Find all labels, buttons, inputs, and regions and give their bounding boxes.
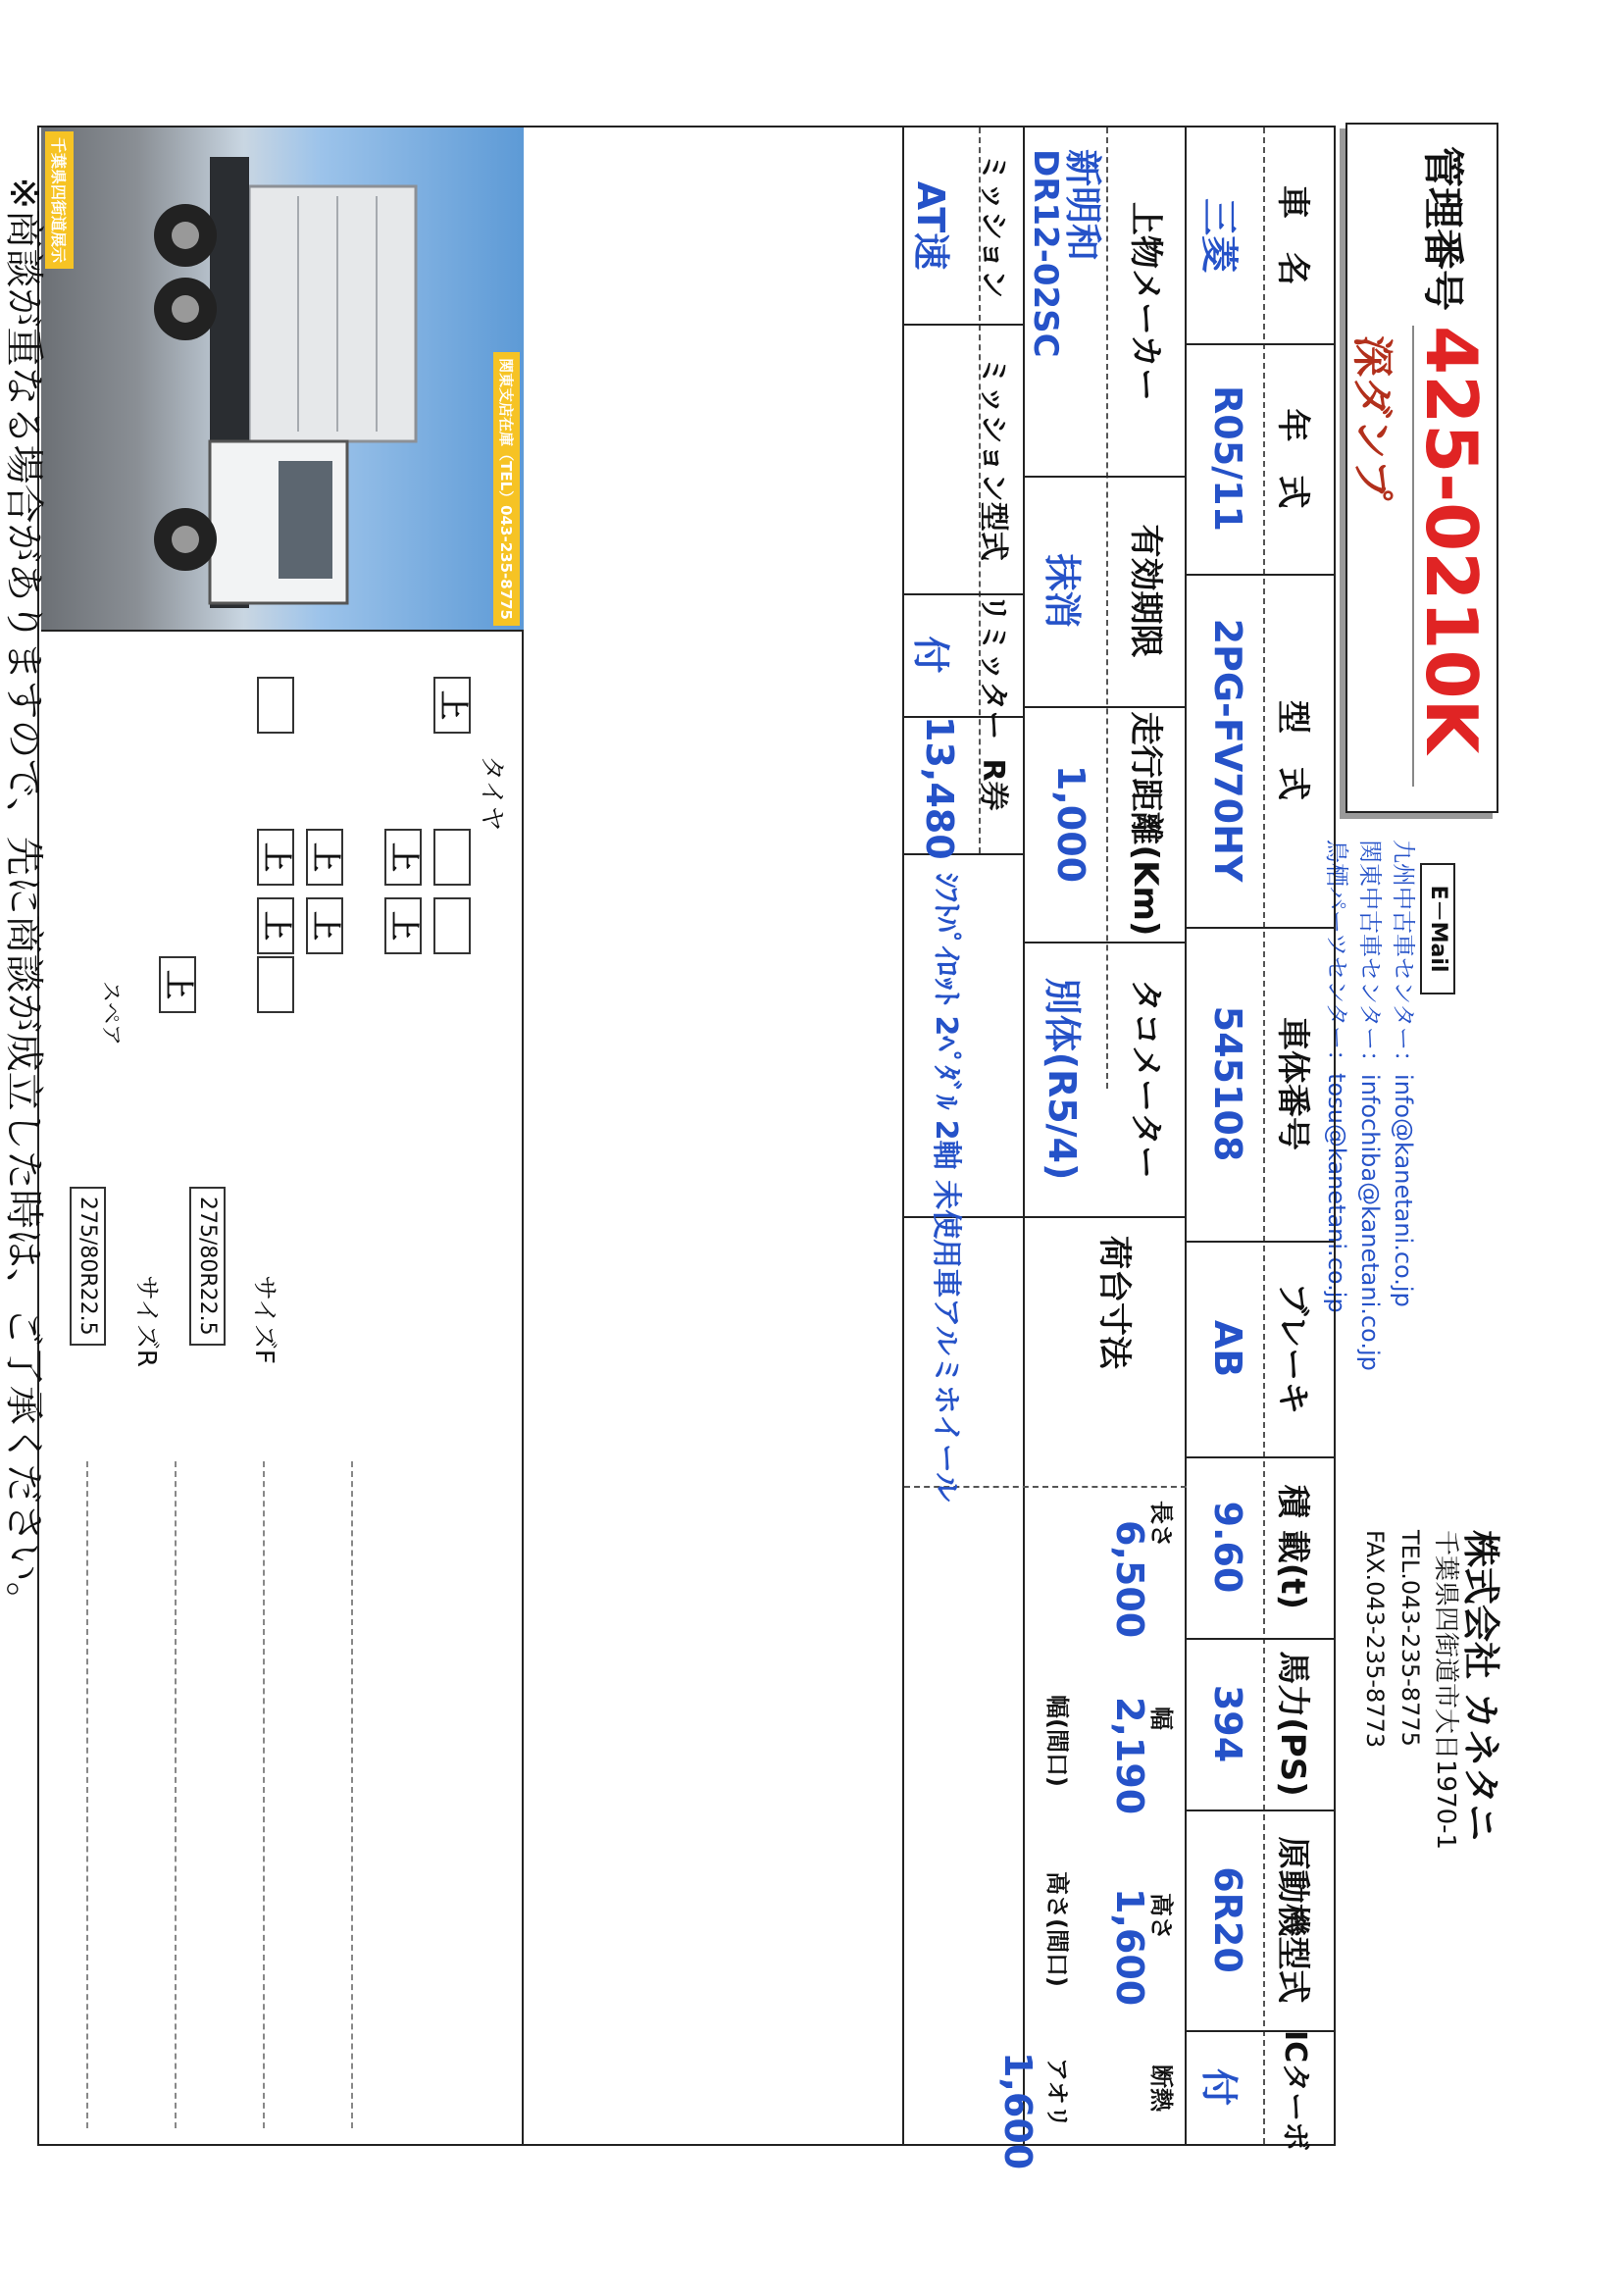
- tire-rear1-left-outer: [433, 829, 471, 886]
- spec-table: [37, 126, 1336, 2170]
- tire-front-right: [257, 677, 294, 734]
- value-notes: ｼﾌﾄﾊﾟｲﾛｯﾄ 2ﾍﾟﾀﾞﾙ 2軸 未使用車アルミホイール: [929, 873, 963, 1503]
- label-inspection: 有効期限: [1126, 524, 1165, 658]
- tire-rear2-right-outer: 上: [257, 897, 294, 954]
- size-front-label: サイズF: [249, 1275, 279, 1364]
- company-block: [1357, 1530, 1502, 1851]
- dim-value-height: 1,600: [1108, 1888, 1151, 2007]
- company-tel: TEL.043-235-8775: [1396, 1530, 1424, 1747]
- label-payload: 積 載(t): [1273, 1484, 1312, 1610]
- truck-illustration: [41, 127, 524, 630]
- label-body-maker: 上物メーカー: [1126, 201, 1165, 402]
- value-body-maker: 新明和: [1061, 149, 1104, 262]
- center-kyushu: 九州中古車センター：info@kanetani.co.jp: [1390, 840, 1417, 1307]
- label-mission-type: ミッション型式: [976, 356, 1010, 561]
- email-link-tosu[interactable]: tosu@kanetani.co.jp: [1323, 1073, 1350, 1313]
- value-inspection: 抹消: [1040, 553, 1084, 629]
- tire-rear1-left-inner: 上: [384, 829, 422, 886]
- mgmt-number: 425-0210K: [1410, 326, 1493, 754]
- body-type: 深ダンプ: [1348, 335, 1396, 501]
- label-horsepower: 馬力(PS): [1273, 1651, 1312, 1797]
- photo-banner-left: 千葉県四街道展示: [45, 131, 74, 269]
- value-make: 三菱: [1197, 197, 1241, 273]
- footer-note: ※商談が重なる場合がありますので、先に商談が成立した時は、ご了承ください。: [1, 177, 46, 1621]
- header-divider: [1412, 326, 1414, 787]
- value-engine: 6R20: [1206, 1866, 1249, 1973]
- center-tosu: 鳥栖パーツセンター：tosu@kanetani.co.jp: [1323, 840, 1350, 1313]
- email-link-kyushu[interactable]: info@kanetani.co.jp: [1390, 1074, 1417, 1307]
- dim-label-width-opening: 幅(間口): [1043, 1695, 1071, 1787]
- dim-value-width: 2,190: [1108, 1697, 1151, 1815]
- label-ic-turbo: ICターボ: [1278, 2030, 1312, 2152]
- size-front-box: 275/80R22.5: [189, 1187, 226, 1346]
- size-rear-label: サイズR: [131, 1275, 161, 1367]
- tire-spare: 上: [159, 956, 196, 1013]
- header-box: [1345, 123, 1498, 813]
- remark-line-1: [351, 1461, 353, 2128]
- row-line-2: [1023, 127, 1025, 2144]
- remark-line-2: [263, 1461, 265, 2128]
- spare-label: スペア: [98, 981, 123, 1046]
- tire-front-left: 上: [433, 677, 471, 734]
- remark-line-3: [175, 1461, 177, 2128]
- dim-label-height-opening: 高さ(間口): [1043, 1871, 1071, 1987]
- email-link-kanto[interactable]: infochiba@kanetani.co.jp: [1356, 1074, 1384, 1371]
- tire-rear1-right-inner: 上: [306, 829, 343, 886]
- size-rear-box: 275/80R22.5: [70, 1187, 106, 1346]
- label-make: 車 名: [1273, 185, 1312, 285]
- label-year: 年 式: [1273, 408, 1312, 509]
- row1-dash: [1263, 127, 1265, 2144]
- value-tachometer: 別体(R5/4): [1040, 977, 1084, 1181]
- tire-rear1-right-outer: 上: [257, 829, 294, 886]
- dim-label-width: 幅: [1147, 1707, 1175, 1730]
- company-fax: FAX.043-235-8773: [1361, 1530, 1389, 1749]
- company-name: 株式会社 カネタニ: [1459, 1530, 1502, 1842]
- dim-value-aori: 1,600: [996, 2052, 1040, 2170]
- truck-photo: [41, 127, 524, 630]
- dim-label-length: 長さ: [1147, 1501, 1175, 1548]
- value-year: R05/11: [1206, 385, 1249, 532]
- tire-spare-2: [257, 956, 294, 1013]
- tire-rear2-left-inner: 上: [384, 897, 422, 954]
- tire-rear2-right-inner: 上: [306, 897, 343, 954]
- label-mission: ミッション: [976, 152, 1010, 299]
- dim-label-aori: アオリ: [1043, 2058, 1071, 2128]
- label-model: 型 式: [1273, 700, 1312, 800]
- value-body-maker-model: DR12-02SC: [1026, 149, 1065, 358]
- value-ic-turbo: 付: [1197, 2067, 1241, 2106]
- tire-label: タイヤ: [477, 755, 506, 832]
- value-limiter: 付: [909, 636, 952, 674]
- label-r-ken: R券: [976, 758, 1010, 811]
- photo-separator: [41, 630, 524, 632]
- dim-label-insulation: 断熱: [1147, 2065, 1175, 2112]
- email-badge: E－Mail: [1420, 863, 1455, 994]
- value-brake: AB: [1206, 1319, 1249, 1378]
- value-chassis: 545108: [1206, 1005, 1249, 1162]
- value-model: 2PG-FV70HY: [1206, 618, 1249, 883]
- row-line-1: [1185, 127, 1187, 2144]
- row2-dash: [1106, 127, 1108, 1089]
- label-limiter: リミッター: [976, 593, 1010, 740]
- tire-rear2-left-outer: [433, 897, 471, 954]
- value-mission: AT速: [909, 180, 952, 271]
- value-payload: 9.60: [1206, 1501, 1249, 1594]
- label-tachometer: タコメーター: [1126, 979, 1165, 1179]
- label-cargo: 荷台寸法: [1094, 1236, 1134, 1369]
- mgmt-label: 管理番号: [1419, 146, 1467, 312]
- label-chassis: 車体番号: [1273, 1017, 1312, 1150]
- dim-value-length: 6,500: [1108, 1520, 1151, 1639]
- photo-banner-right: 関東支店在庫（TEL）043-235-8775: [493, 352, 520, 626]
- label-brake: ブレーキ: [1273, 1282, 1312, 1415]
- remark-line-4: [86, 1461, 88, 2128]
- company-address: 千葉県四街道市大日1970-1: [1431, 1530, 1460, 1851]
- value-horsepower: 394: [1206, 1684, 1249, 1763]
- label-mileage: 走行距離(Km): [1126, 711, 1165, 937]
- value-mileage: 1,000: [1049, 764, 1092, 884]
- dim-label-height: 高さ: [1147, 1893, 1175, 1940]
- label-engine: 原動機型式: [1273, 1836, 1312, 2004]
- center-kanto: 関東中古車センター：infochiba@kanetani.co.jp: [1356, 840, 1384, 1371]
- row-line-3: [902, 127, 904, 2144]
- value-r-ken: 13,480: [918, 716, 961, 860]
